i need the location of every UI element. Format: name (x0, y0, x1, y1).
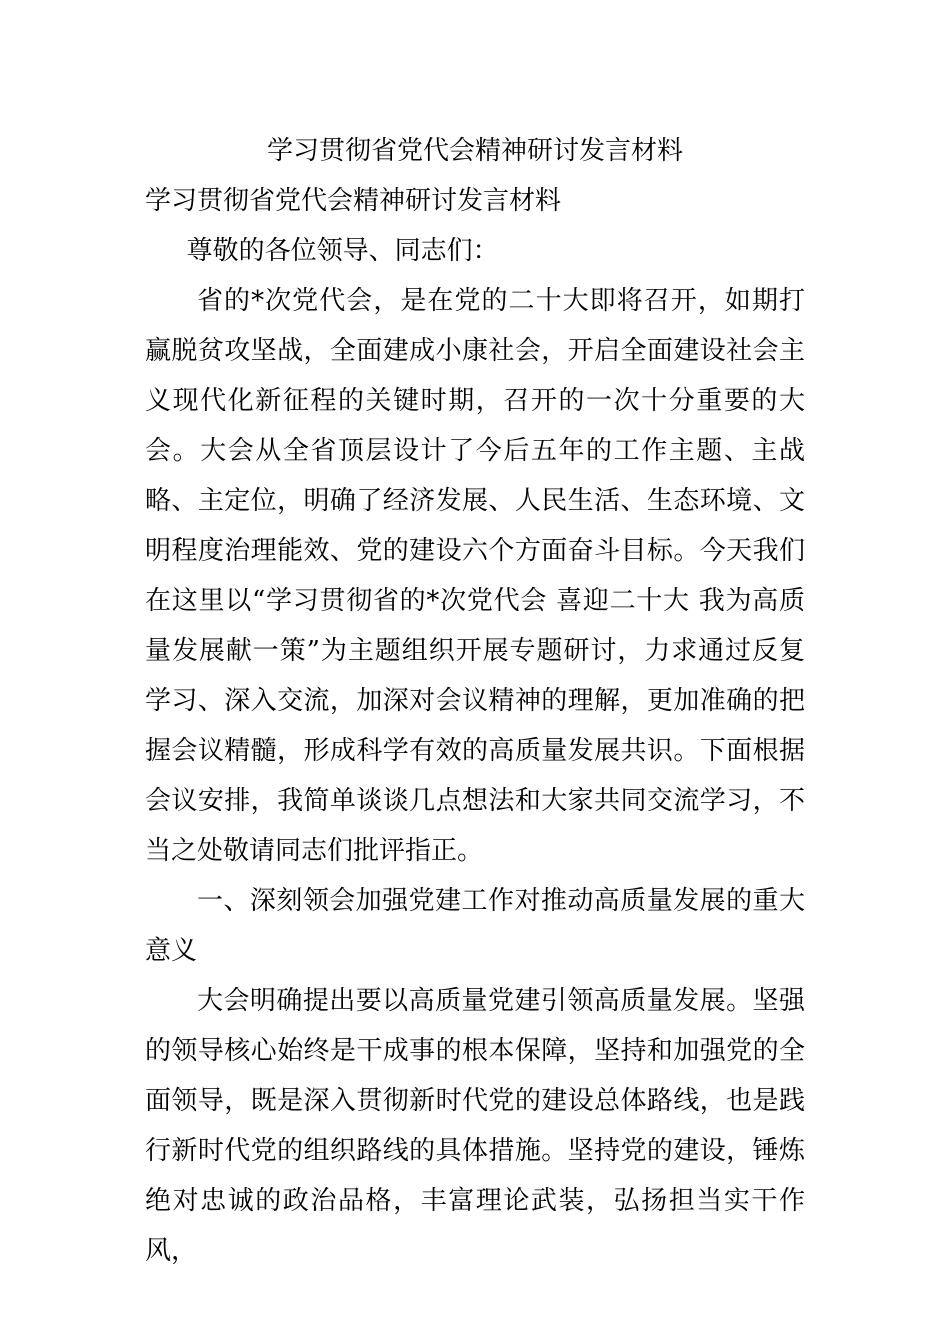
document-title: 学习贯彻省党代会精神研讨发言材料 (266, 136, 683, 166)
paragraph-intro: 省的*次党代会，是在党的二十大即将召开，如期打赢脱贫攻坚战，全面建成小康社会，开启全面建设社会主义现代化新征程的关键时期，召开的一次十分重要的大会。大会从全省顶层设计了今后五年的工作主题、主战略、主定位，明确了经济发展、人民生活、生态环境、文明程度治理能效、党的建设六个方面奋斗目标。今天我们在这里以“学习贯彻省的*次党代会 喜迎二十大 我为高质量发展献一策”为主题组织开展专题研讨，力求通过反复学习、深入交流，加深对会议精神的理解，更加准确的把握会议精髓，形成科学有效的高质量发展共识。下面根据会议安排，我简单谈谈几点想法和大家共同交流学习，不当之处敬请同志们批评指正。 (145, 286, 805, 866)
section-heading-1: 一、深刻领会加强党建工作对推动高质量发展的重大意义 (145, 886, 805, 966)
paragraph-section-1: 大会明确提出要以高质量党建引领高质量发展。坚强的领导核心始终是干成事的根本保障，坚持和加强党的全面领导，既是深入贯彻新时代党的建设总体路线，也是践行新时代党的组织路线的具体措施。坚持党的建设，锤炼绝对忠诚的政治品格，丰富理论武装，弘扬担当实干作风， (145, 986, 805, 1266)
document-page (145, 126, 805, 1276)
greeting: 尊敬的各位领导、同志们： (186, 236, 499, 266)
document-subtitle: 学习贯彻省党代会精神研讨发言材料 (145, 186, 562, 216)
